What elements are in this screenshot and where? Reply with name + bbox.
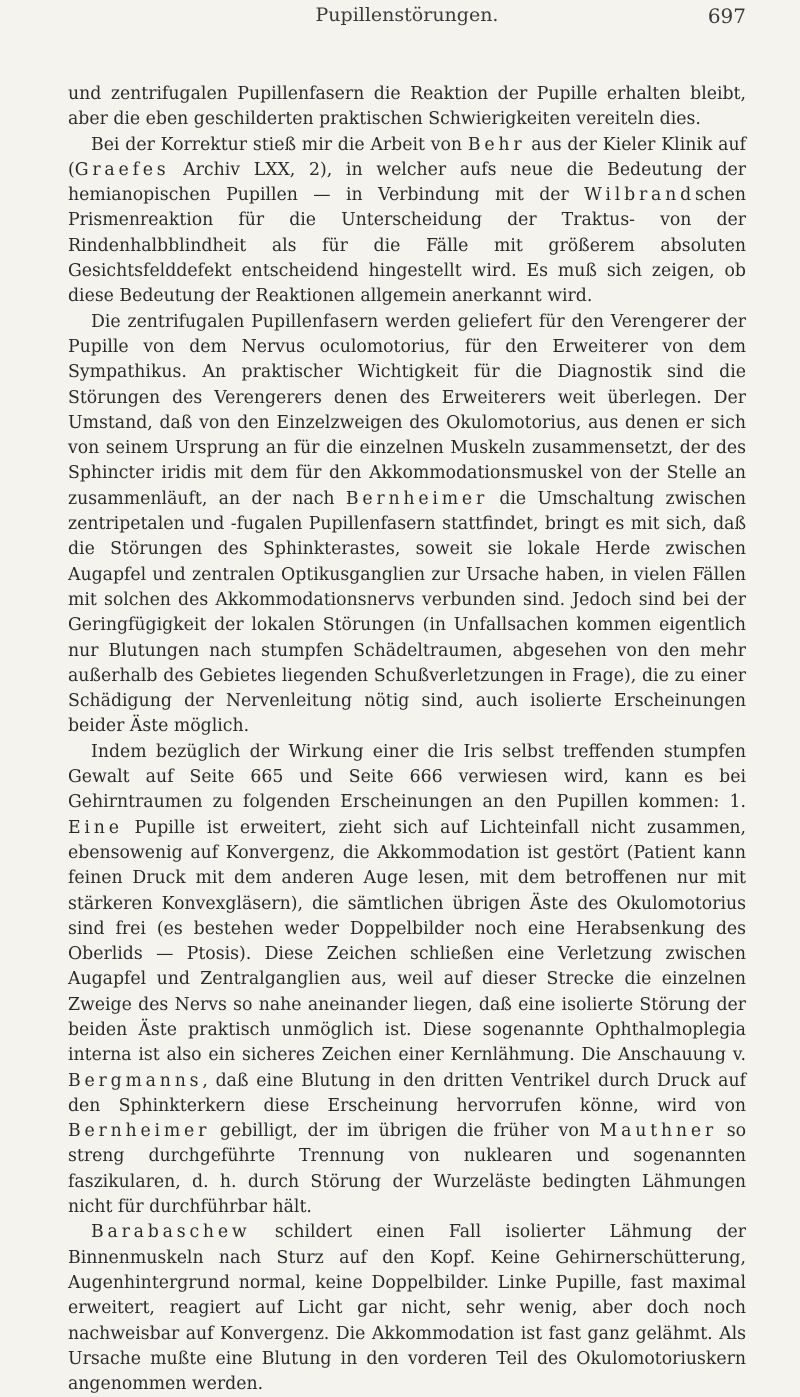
text-run: und zentrifugalen Pupillenfasern die Reaktion der Pupille erhalten bleibt, aber die eben geschilderten praktischen Schwierigkeiten vereiteln dies. bbox=[68, 84, 746, 130]
author-name: Mauthner bbox=[599, 1121, 717, 1142]
author-name: Bergmanns bbox=[68, 1070, 203, 1091]
paragraph bbox=[68, 82, 746, 133]
text-run: schildert einen Fall isolierter Lähmung der Binnenmuskeln nach Sturz auf den Kopf. Keine Gehirnerschütterung, Augenhintergrund normal, keine Doppelbilder. Linke Pupille, fast maximal erweitert, reagiert auf Licht gar nicht, sehr wenig, aber doch noch nachweisbar auf Konvergenz. Die Akkommodation ist fast ganz gelähmt. Als Ursache mußte eine Blutung in den vorderen Teil des Okulomotoriuskern angenommen werden. bbox=[68, 1222, 746, 1395]
running-header bbox=[68, 0, 746, 60]
running-title: Pupillenstörungen. bbox=[315, 4, 499, 26]
paragraph bbox=[68, 740, 746, 1221]
page-number: 697 bbox=[707, 4, 746, 28]
body-text bbox=[68, 82, 746, 1397]
paragraph bbox=[68, 133, 746, 310]
text-run: , daß eine Blutung in den dritten Ventrikel durch Druck auf den Sphinkterkern diese Erscheinung hervorrufen könne, wird von bbox=[68, 1070, 746, 1116]
author-name: Behr bbox=[467, 134, 526, 155]
text-run: Indem bezüglich der Wirkung einer die Iris selbst treffenden stumpfen Gewalt auf Seite 665 und Seite 666 verwiesen wird, kann es bei Gehirntraumen zu folgenden Erscheinungen an den Pupillen kommen: 1. bbox=[68, 741, 746, 813]
author-name: Graefes bbox=[74, 159, 170, 180]
text-run: Bei der Korrektur stieß mir die Arbeit von bbox=[91, 134, 468, 155]
emphasis: Eine bbox=[68, 817, 123, 838]
text-run: Die zentrifugalen Pupillenfasern werden geliefert für den Verengerer der Pupille von dem Nervus oculomotorius, für den Erweiterer von dem Sympathikus. An praktischer Wichtigkeit für die Diagnostik sind die Störungen des Verengerers denen des Erweiterers weit überlegen. Der Umstand, daß von den Einzelzweigen des Okulomotorius, aus denen er sich von seinem Ursprung an für die einzelnen Muskeln zusammensetzt, der des Sphincter iridis mit dem für den Akkommodationsmuskel von der Stelle an zusammenläuft, an der nach bbox=[68, 311, 746, 509]
text-run: so streng durchgeführte Trennung von nuklearen und sogenannten faszikularen, d. h. durch Störung der Wurzeläste bedingten Lähmungen nicht für durchführbar hält. bbox=[68, 1121, 746, 1218]
author-name: Bernheimer bbox=[68, 1121, 211, 1142]
text-run: die Umschaltung zwischen zentripetalen und -fugalen Pupillenfasern stattfindet, bringt es mit sich, daß die Störungen des Sphinkterastes, soweit sie lokale Herde zwischen Augapfel und zentralen Optikusganglien zur Ursache haben, in vielen Fällen mit solchen des Akkommodationsnervs verbunden sind. Jedoch sind bei der Geringfügigkeit der lokalen Störungen (in Unfallsachen kommen eigentlich nur Blutungen nach stumpfen Schädeltraumen, abgesehen von den mehr außerhalb des Gebietes liegenden Schußverletzungen in Frage), die zu einer Schädigung der Nervenleitung nötig sind, auch isolierte Erscheinungen beider Äste möglich. bbox=[68, 488, 746, 737]
text-run: Archiv LXX, 2), in welcher aufs neue die Bedeutung der hemianopischen Pupillen — in Verbindung mit der bbox=[68, 159, 746, 206]
text-run: aus der Kieler Klinik auf ( bbox=[68, 134, 746, 180]
text-run: gebilligt, der im übrigen die früher von bbox=[210, 1121, 600, 1142]
author-name: Barabaschew bbox=[91, 1222, 251, 1243]
paragraph bbox=[68, 310, 746, 740]
text-run: schen Prismenreaktion für die Unterscheidung der Traktus- von der Rindenhalbblindheit als für die Fälle mit größerem absoluten Gesichtsfelddefekt entscheidend hingestellt wird. Es muß sich zeigen, ob diese Bedeutung der Reaktionen allgemein anerkannt wird. bbox=[68, 185, 746, 307]
paragraph bbox=[68, 1220, 746, 1397]
text-run: Pupille ist erweitert, zieht sich auf Lichteinfall nicht zusammen, ebensowenig auf Konvergenz, die Akkommodation ist gestört (Patient kann feinen Druck mit dem anderen Auge lesen, mit dem betroffenen nur mit stärkeren Konvexgläsern), die sämtlichen übrigen Äste des Okulomotorius sind frei (es bestehen weder Doppelbilder noch eine Herabsenkung des Oberlids — Ptosis). Diese Zeichen schließen eine Verletzung zwischen Augapfel und Zentralganglien aus, weil auf dieser Strecke die einzelnen Zweige des Nervs so nahe aneinander liegen, daß eine isolierte Störung der beiden Äste praktisch unmöglich ist. Diese sogenannte Ophthalmoplegia interna ist also ein sicheres Zeichen einer Kernlähmung. Die Anschauung v. bbox=[68, 817, 746, 1066]
author-name: Bernheimer bbox=[345, 488, 489, 509]
author-name: Wilbrand bbox=[584, 185, 695, 206]
